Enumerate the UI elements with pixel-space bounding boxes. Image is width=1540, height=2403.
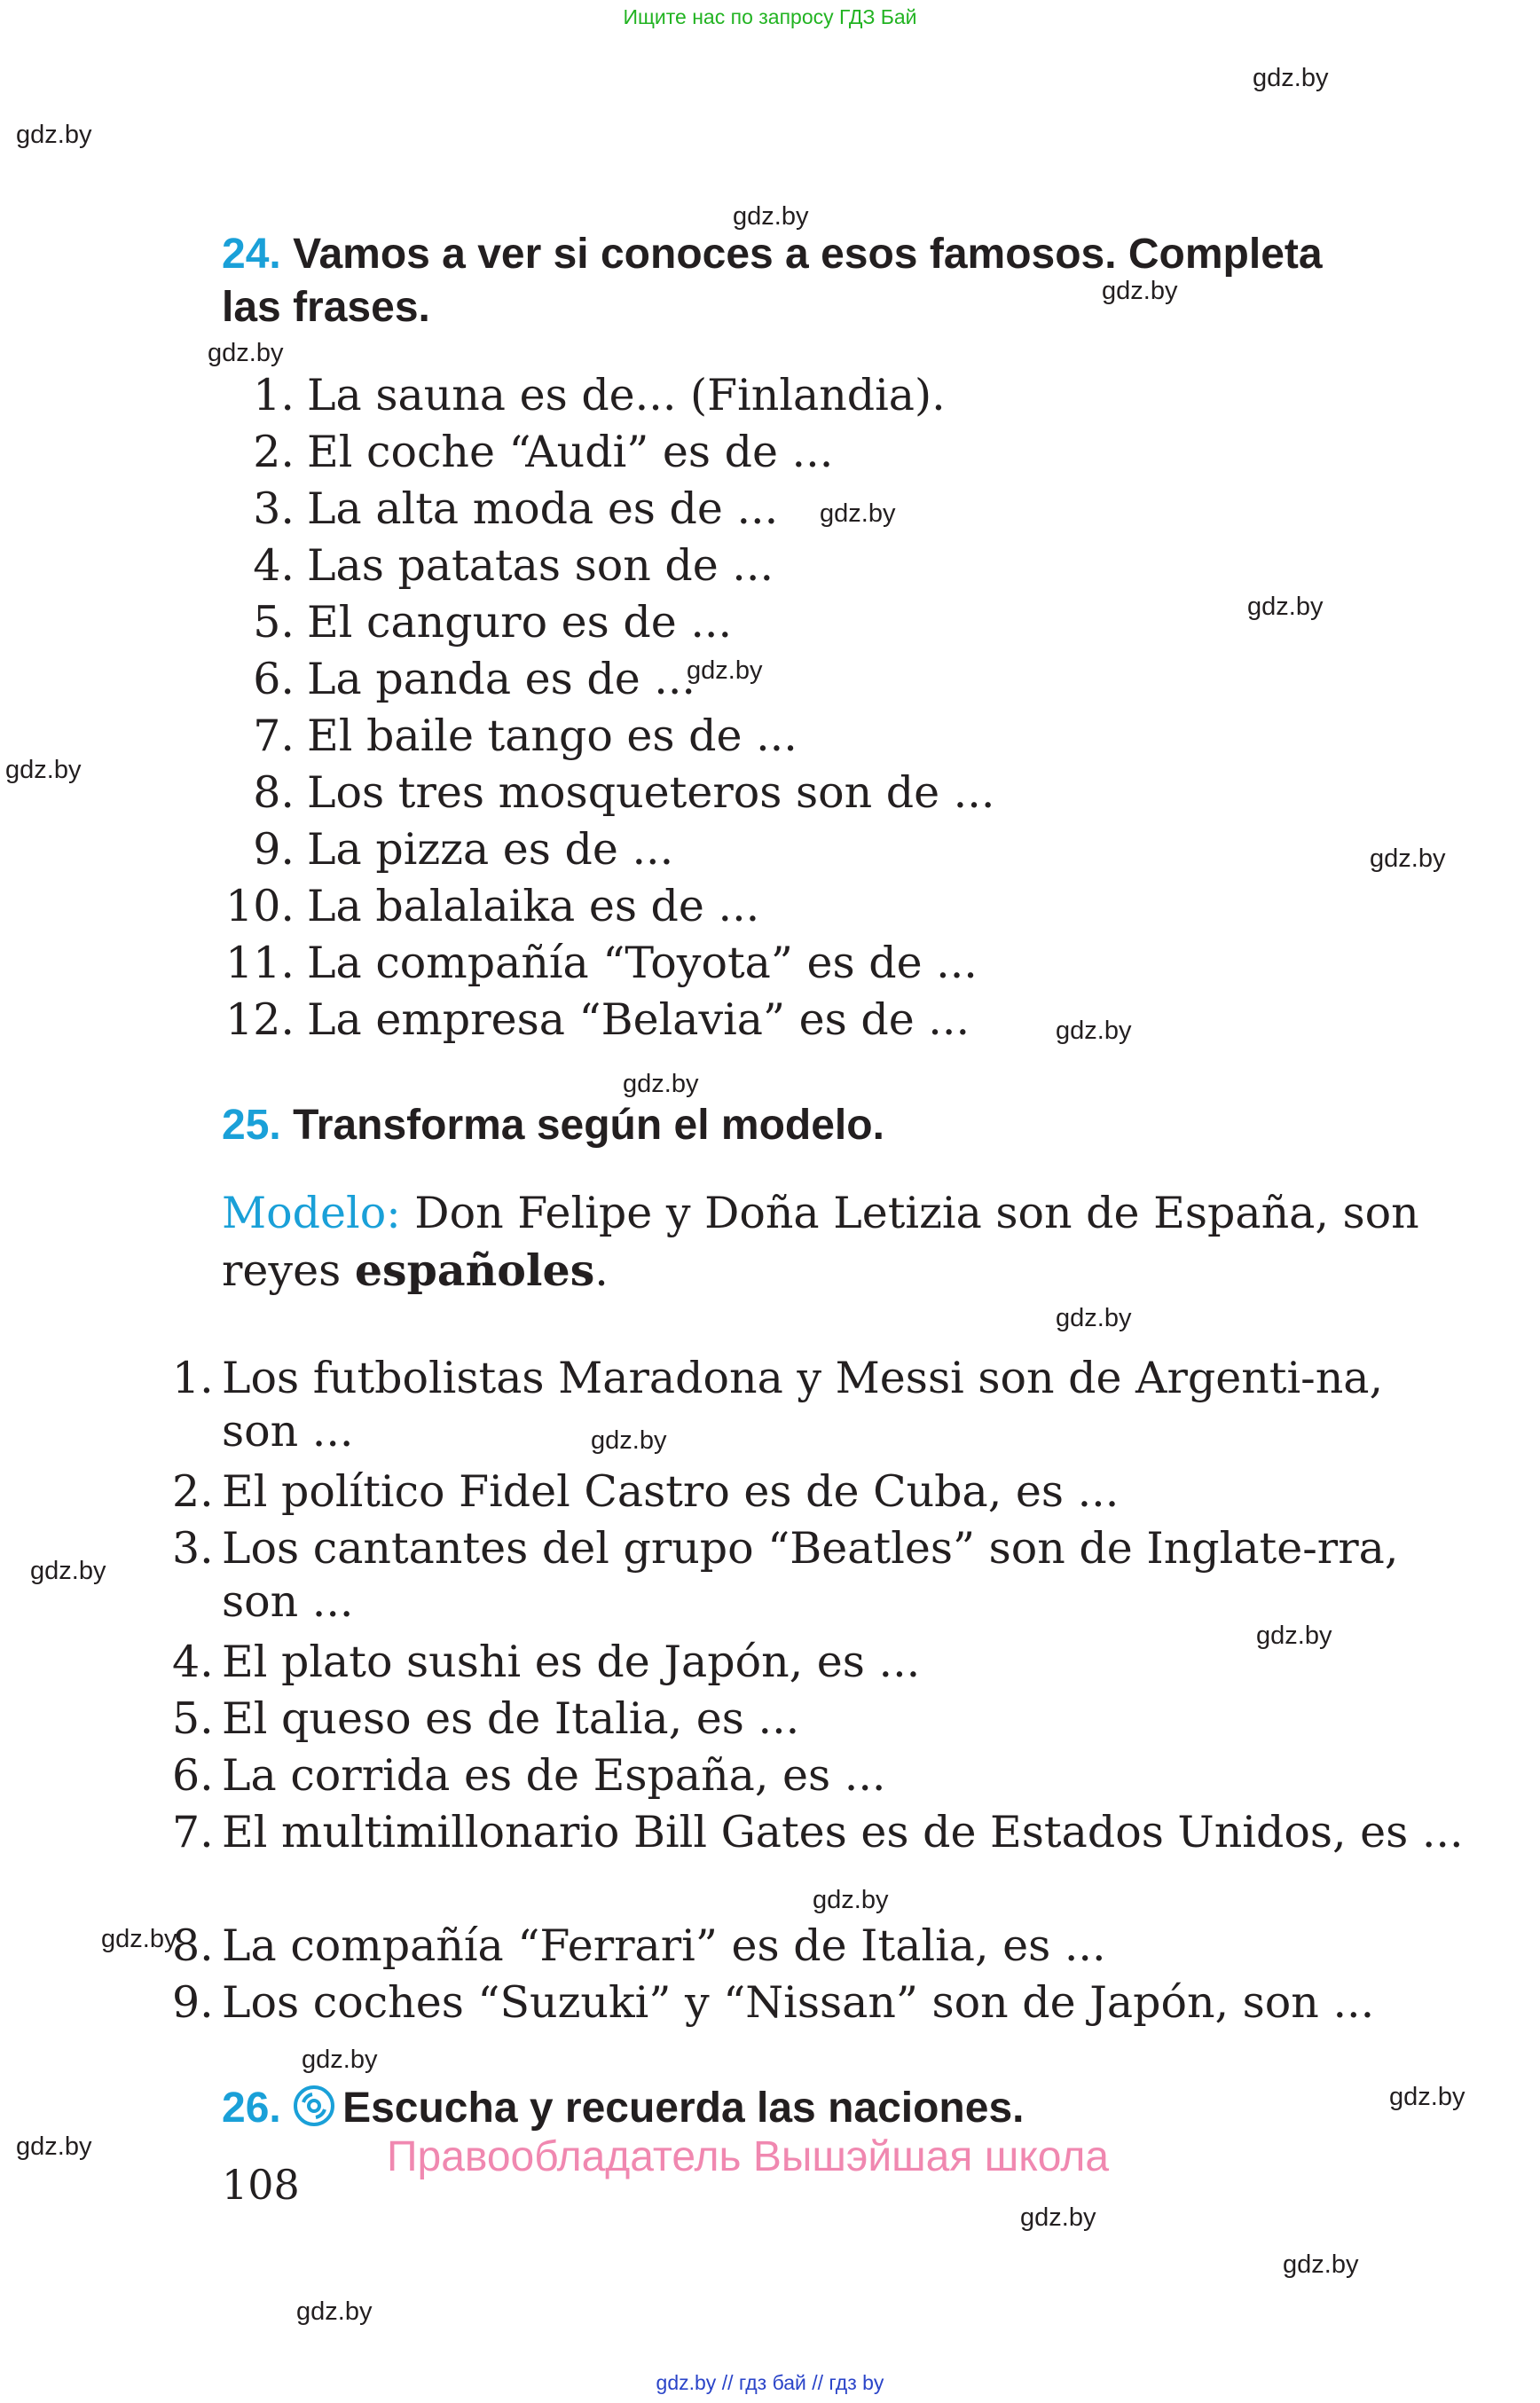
item-number: 6. <box>172 1750 214 1801</box>
watermark: gdz.by <box>1056 1017 1132 1045</box>
item-number: 3. <box>172 1523 214 1574</box>
item-number: 7. <box>172 1807 214 1857</box>
watermark: gdz.by <box>1256 1622 1332 1650</box>
list-item <box>222 426 833 479</box>
item-text: Los tres mosqueteros son de ... <box>307 767 995 818</box>
watermark: gdz.by <box>296 2297 373 2326</box>
modelo-answer: españoles <box>354 1245 595 1296</box>
list-item <box>222 823 673 876</box>
modelo-label: Modelo: <box>222 1188 401 1238</box>
watermark: gdz.by <box>1253 64 1329 92</box>
exercise-24-title <box>222 229 1323 280</box>
item-text: El canguro es de ... <box>307 597 733 648</box>
watermark: gdz.by <box>5 756 82 784</box>
item-number: 10. <box>225 881 295 931</box>
list-item <box>222 766 994 820</box>
copyright-notice: Правообладатель Вышэйшая школа <box>387 2133 1110 2180</box>
exercise-26-number: 26. <box>222 2085 281 2132</box>
audio-cd-icon[interactable] <box>293 2085 335 2140</box>
modelo-line2 <box>222 1244 609 1298</box>
watermark: gdz.by <box>687 656 763 685</box>
top-banner[interactable]: Ищите нас по запросу ГДЗ Бай <box>623 5 917 28</box>
watermark: gdz.by <box>208 339 284 367</box>
list-item <box>172 1806 1473 1859</box>
item-number: 5. <box>172 1693 214 1744</box>
item-text: La balalaika es de ... <box>307 881 760 931</box>
modelo-text: Don Felipe y Doña Letizia son de España, son <box>414 1188 1419 1238</box>
item-text: El multimillonario Bill Gates es de Estados Unidos, es ... <box>222 1807 1464 1857</box>
list-item <box>222 937 978 990</box>
exercise-24-title-line2: las frases. <box>222 284 430 331</box>
list-item <box>222 993 970 1047</box>
watermark: gdz.by <box>1056 1304 1132 1332</box>
item-text: La compañía “Toyota” es de ... <box>307 938 978 988</box>
list-item <box>172 1749 1473 1802</box>
watermark: gdz.by <box>16 121 92 149</box>
list-item <box>222 369 946 422</box>
watermark: gdz.by <box>623 1070 699 1098</box>
item-number: 4. <box>253 540 295 591</box>
item-number: 5. <box>253 597 295 648</box>
watermark: gdz.by <box>1102 277 1178 305</box>
watermark: gdz.by <box>1389 2083 1465 2111</box>
watermark: gdz.by <box>1283 2250 1359 2279</box>
item-text: La compañía “Ferrari” es de Italia, es ... <box>222 1920 1106 1971</box>
bottom-links[interactable]: gdz.by // гдз бай // гдз by <box>656 2371 884 2394</box>
item-text: Los coches “Suzuki” y “Nissan” son de Japón, son ... <box>222 1977 1375 2028</box>
item-text: El baile tango es de ... <box>307 711 798 761</box>
exercise-24-number: 24. <box>222 231 281 278</box>
list-item <box>222 880 759 933</box>
list-item <box>222 539 774 593</box>
list-item <box>172 1920 1473 1973</box>
item-text: La corrida es de España, es ... <box>222 1750 886 1801</box>
watermark: gdz.by <box>813 1886 889 1914</box>
watermark: gdz.by <box>591 1426 667 1455</box>
list-item <box>222 710 798 763</box>
exercise-26-title-text: Escucha y recuerda las naciones. <box>342 2085 1025 2132</box>
list-item <box>172 1976 1473 2030</box>
list-item <box>172 1636 1473 1689</box>
list-item <box>222 653 695 706</box>
list-item <box>222 483 778 536</box>
item-number: 9. <box>172 1977 214 2028</box>
watermark: gdz.by <box>302 2046 378 2074</box>
item-text: El político Fidel Castro es de Cuba, es ... <box>222 1466 1120 1517</box>
watermark: gdz.by <box>101 1925 177 1953</box>
item-text: Las patatas son de ... <box>307 540 774 591</box>
exercise-25-title-text: Transforma según el modelo. <box>293 1102 884 1149</box>
item-text: El plato sushi es de Japón, es ... <box>222 1637 921 1687</box>
list-item <box>172 1522 1473 1629</box>
item-text: La alta moda es de ... <box>307 483 779 534</box>
item-number: 8. <box>172 1920 214 1971</box>
watermark: gdz.by <box>16 2132 92 2161</box>
watermark: gdz.by <box>820 499 896 528</box>
item-text: El queso es de Italia, es ... <box>222 1693 800 1744</box>
watermark: gdz.by <box>1370 844 1446 873</box>
exercise-24-title-line1: Vamos a ver si conoces a esos famosos. Completa <box>293 231 1323 278</box>
item-number: 6. <box>253 654 295 704</box>
item-text: Los futbolistas Maradona y Messi son de Argenti-na, son ... <box>222 1353 1384 1457</box>
watermark: gdz.by <box>1020 2203 1096 2232</box>
item-text: La sauna es de... (Finlandia). <box>307 370 946 420</box>
item-text: La empresa “Belavia” es de ... <box>307 994 970 1045</box>
watermark: gdz.by <box>1247 593 1324 621</box>
item-number: 8. <box>253 767 295 818</box>
exercise-26-title <box>222 2083 1024 2140</box>
item-text: Los cantantes del grupo “Beatles” son de Inglate-rra, son ... <box>222 1523 1399 1627</box>
item-number: 9. <box>253 824 295 875</box>
item-number: 7. <box>253 711 295 761</box>
list-item <box>172 1465 1473 1519</box>
item-text: La panda es de ... <box>307 654 696 704</box>
modelo-text-post: . <box>594 1245 609 1296</box>
item-number: 2. <box>253 427 295 477</box>
item-number: 2. <box>172 1466 214 1517</box>
item-text: La pizza es de ... <box>307 824 674 875</box>
list-item <box>172 1692 1473 1746</box>
list-item <box>222 596 732 649</box>
page-number: 108 <box>222 2161 300 2209</box>
watermark: gdz.by <box>30 1557 106 1585</box>
exercise-25-title <box>222 1100 884 1151</box>
item-text: El coche “Audi” es de ... <box>307 427 834 477</box>
watermark: gdz.by <box>733 202 809 231</box>
item-number: 4. <box>172 1637 214 1687</box>
list-item <box>172 1352 1473 1458</box>
modelo-text-pre: reyes <box>222 1245 355 1296</box>
item-number: 11. <box>225 938 295 988</box>
item-number: 12. <box>225 994 295 1045</box>
item-number: 3. <box>253 483 295 534</box>
modelo-line1 <box>222 1187 1419 1240</box>
item-number: 1. <box>172 1353 214 1403</box>
exercise-25-number: 25. <box>222 1102 281 1149</box>
item-number: 1. <box>253 370 295 420</box>
